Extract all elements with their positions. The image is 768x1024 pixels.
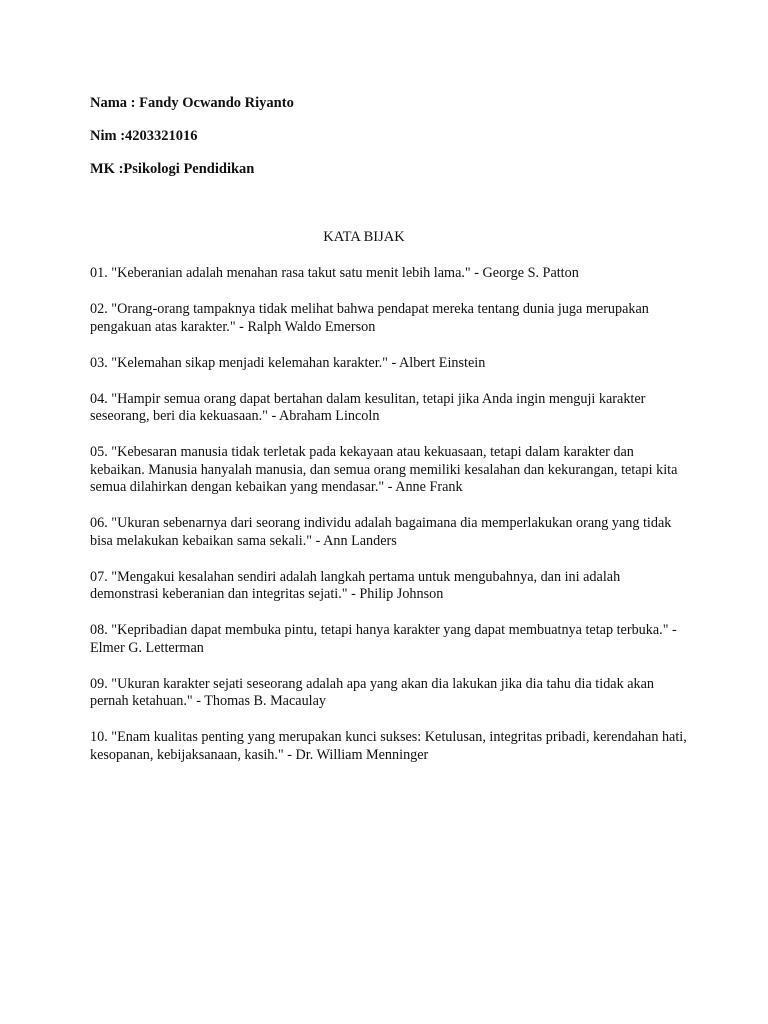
quote-item: 01. "Keberanian adalah menahan rasa takut satu menit lebih lama." - George S. Patton	[90, 265, 579, 281]
quote-item: 08. "Kepribadian dapat membuka pintu, tetapi hanya karakter yang dapat membuatnya tetap terbuka." - Elmer G. Letterman	[90, 622, 677, 656]
student-id: Nim :4203321016	[90, 128, 198, 144]
quote-list	[90, 265, 690, 783]
quote-item: 03. "Kelemahan sikap menjadi kelemahan karakter." - Albert Einstein	[90, 354, 486, 371]
quote-item: 07. "Mengakui kesalahan sendiri adalah langkah pertama untuk mengubahnya, dan ini adalah demonstrasi keberanian dan integritas sejati." - Philip Johnson	[90, 568, 621, 602]
quote-item: 06. "Ukuran sebenarnya dari seorang individu adalah bagaimana dia memperlakukan orang yang tidak bisa melakukan kebaikan sama sekali." - Ann Landers	[90, 515, 672, 549]
quote-item: 05. "Kebesaran manusia tidak terletak pada kekayaan atau kekuasaan, tetapi dalam karakter dan kebaikan. Manusia hanyalah manusia, dan semua orang memiliki kesalahan dan kekurangan, tetapi kita semua dilahirkan dengan kebaikan yang mendasar." - Anne Frank	[90, 444, 678, 495]
quote-item: 02. "Orang-orang tampaknya tidak melihat bahwa pendapat mereka tentang dunia juga merupakan pengakuan atas karakter." - Ralph Waldo Emerson	[90, 301, 649, 335]
quote-item: 09. "Ukuran karakter sejati seseorang adalah apa yang akan dia lakukan jika dia tahu dia tidak akan pernah ketahuan." - Thomas B. Macaulay	[90, 675, 655, 709]
course-name: MK :Psikologi Pendidikan	[90, 161, 255, 177]
quote-item: 10. "Enam kualitas penting yang merupakan kunci sukses: Ketulusan, integritas pribadi, kerendahan hati, kesopanan, kebijaksanaan, kasih." - Dr. William Menninger	[90, 729, 687, 763]
quote-item: 04. "Hampir semua orang dapat bertahan dalam kesulitan, tetapi jika Anda ingin menguji karakter seseorang, beri dia kekuasaan." - Abraham Lincoln	[90, 390, 646, 424]
document-title: KATA BIJAK	[323, 229, 405, 245]
student-name: Nama : Fandy Ocwando Riyanto	[90, 95, 294, 111]
